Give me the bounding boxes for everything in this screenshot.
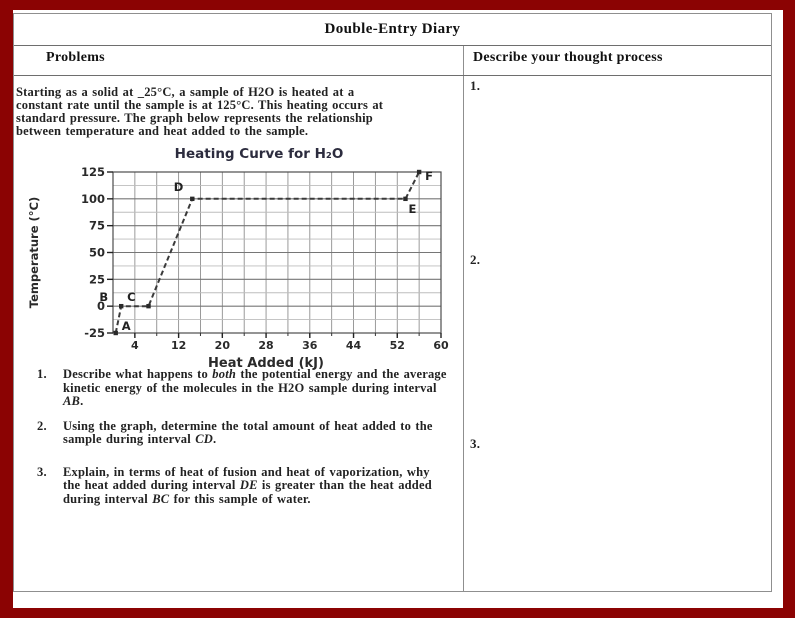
problems-header: Problems bbox=[46, 50, 105, 65]
svg-text:75: 75 bbox=[88, 218, 105, 233]
svg-text:A: A bbox=[121, 319, 131, 333]
paper bbox=[13, 10, 783, 608]
question-text: Describe what happens to both the potential energy and the average kinetic energy of the molecules in the H2O sample during interval AB. bbox=[63, 367, 447, 408]
svg-text:60: 60 bbox=[433, 339, 449, 352]
svg-text:44: 44 bbox=[345, 339, 362, 352]
heating-curve-chart bbox=[26, 143, 466, 373]
svg-text:Heat Added (kJ): Heat Added (kJ) bbox=[208, 356, 324, 371]
svg-text:Temperature (°C): Temperature (°C) bbox=[27, 196, 41, 309]
svg-text:4: 4 bbox=[131, 339, 139, 352]
question-item bbox=[37, 420, 455, 447]
problem-intro-line: between temperature and heat added to the sample. bbox=[16, 124, 309, 138]
svg-text:52: 52 bbox=[389, 339, 405, 352]
svg-text:0: 0 bbox=[96, 299, 105, 314]
svg-text:36: 36 bbox=[302, 339, 318, 352]
table-header-row bbox=[14, 46, 771, 76]
double-entry-table bbox=[13, 13, 772, 592]
svg-text:C: C bbox=[127, 290, 136, 305]
heating-curve-svg bbox=[26, 143, 466, 373]
svg-text:100: 100 bbox=[80, 191, 105, 206]
table-content-row bbox=[14, 76, 771, 591]
question-number: 1. bbox=[37, 367, 47, 381]
problem-intro-line: standard pressure. The graph below represents the relationship bbox=[16, 111, 373, 125]
answer-number: 1. bbox=[470, 78, 481, 93]
question-number: 3. bbox=[37, 464, 47, 479]
problem-intro bbox=[16, 86, 383, 138]
svg-text:D: D bbox=[173, 179, 184, 194]
question-text: Explain, in terms of heat of fusion and heat of vaporization, why the heat added during interval DE is greater than the heat added during interval BC for this sample of water. bbox=[63, 464, 432, 506]
answer-number: 2. bbox=[470, 252, 481, 267]
problem-intro-line: constant rate until the sample is at 125°C. This heating occurs at bbox=[16, 98, 384, 112]
svg-text:25: 25 bbox=[88, 272, 105, 287]
problems-cell bbox=[14, 76, 463, 591]
svg-text:F: F bbox=[425, 169, 433, 183]
svg-text:125: 125 bbox=[80, 165, 105, 179]
svg-text:12: 12 bbox=[170, 339, 187, 352]
question-number: 2. bbox=[37, 418, 47, 433]
svg-text:20: 20 bbox=[214, 339, 230, 352]
svg-text:50: 50 bbox=[88, 245, 105, 260]
question-text: Using the graph, determine the total amount of heat added to the sample during interval CD. bbox=[63, 418, 433, 446]
svg-text:-25: -25 bbox=[84, 326, 105, 340]
page-title: Double-Entry Diary bbox=[324, 21, 461, 37]
answer-number: 3. bbox=[470, 436, 481, 451]
svg-text:E: E bbox=[408, 201, 417, 216]
svg-text:B: B bbox=[99, 290, 109, 305]
svg-text:Heating Curve for H₂O: Heating Curve for H₂O bbox=[174, 146, 344, 162]
table-title-row bbox=[14, 14, 771, 46]
thought-process-header: Describe your thought process bbox=[463, 46, 771, 75]
svg-text:28: 28 bbox=[258, 339, 274, 352]
questions-list bbox=[37, 368, 455, 517]
question-item bbox=[37, 368, 455, 409]
problem-intro-line: Starting as a solid at _25°C, a sample of H2O is heated at a bbox=[16, 85, 355, 99]
question-item bbox=[37, 466, 455, 507]
thought-process-cell bbox=[463, 76, 771, 591]
